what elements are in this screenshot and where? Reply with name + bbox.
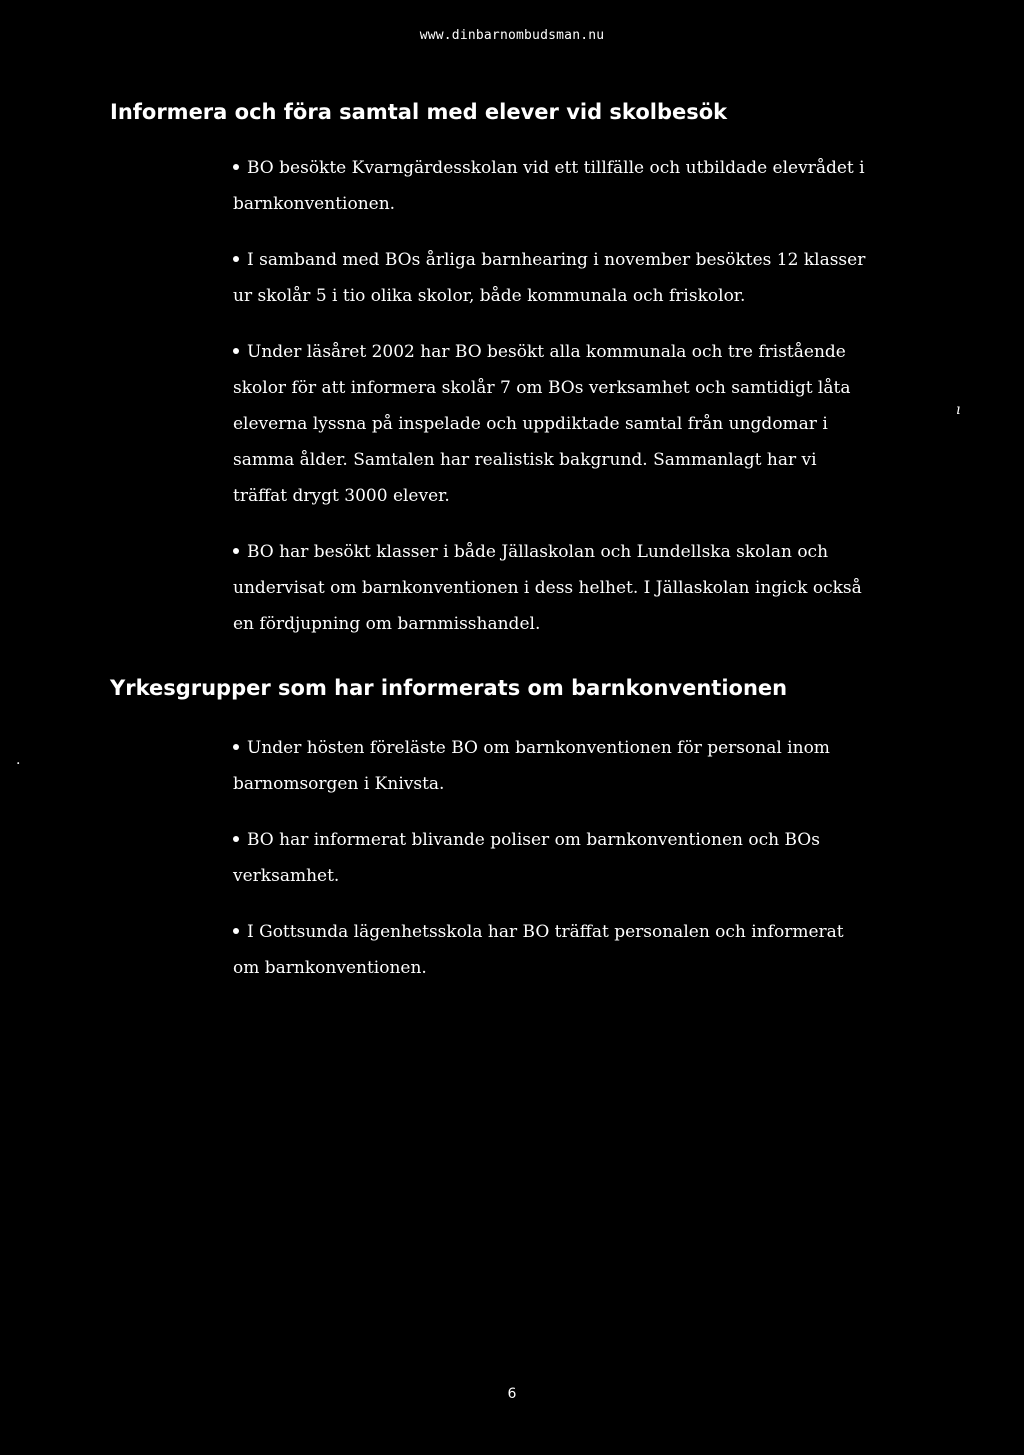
list-item-text: BO har informerat blivande poliser om barnkonventionen och BOs verksamhet. [233, 830, 820, 886]
professional-groups-list [233, 730, 873, 1006]
list-item-text: I samband med BOs årliga barnhearing i november besöktes 12 klasser ur skolår 5 i tio olika skolor, både kommunala och friskolor. [233, 250, 866, 306]
list-item [233, 150, 873, 222]
margin-mark: . [16, 752, 21, 768]
bullet-icon [233, 548, 239, 554]
list-item [233, 730, 873, 802]
bullet-icon [233, 164, 239, 170]
section-heading-school-visits: Informera och föra samtal med elever vid skolbesök [110, 100, 728, 124]
school-visits-list [233, 150, 873, 662]
list-item [233, 242, 873, 314]
list-item-text: I Gottsunda lägenhetsskola har BO träffat personalen och informerat om barnkonventionen. [233, 922, 844, 978]
list-item [233, 914, 873, 986]
list-item [233, 534, 873, 642]
bullet-icon [233, 836, 239, 842]
list-item [233, 334, 873, 514]
bullet-icon [233, 928, 239, 934]
page-number: 6 [507, 1386, 517, 1402]
list-item [233, 822, 873, 894]
section-heading-professional-groups: Yrkesgrupper som har informerats om barnkonventionen [110, 676, 788, 700]
list-item-text: BO besökte Kvarngärdesskolan vid ett tillfälle och utbildade elevrådet i barnkonventionen. [233, 158, 865, 214]
bullet-icon [233, 256, 239, 262]
list-item-text: Under hösten föreläste BO om barnkonventionen för personal inom barnomsorgen i Knivsta. [233, 738, 830, 794]
bullet-icon [233, 348, 239, 354]
list-item-text: Under läsåret 2002 har BO besökt alla kommunala och tre fristående skolor för att informera skolår 7 om BOs verksamhet och samtidigt låta eleverna lyssna på inspelade och uppdiktade samtal från ungdomar i samma ålder. Samtalen har realistisk bakgrund. Sammanlagt har vi träffat drygt 3000 elever. [233, 342, 851, 506]
header-url: www.dinbarnombudsman.nu [419, 28, 605, 43]
margin-mark: ı [956, 402, 961, 418]
list-item-text: BO har besökt klasser i både Jällaskolan och Lundellska skolan och undervisat om barnkonventionen i dess helhet. I Jällaskolan ingick också en fördjupning om barnmisshandel. [233, 542, 862, 634]
bullet-icon [233, 744, 239, 750]
